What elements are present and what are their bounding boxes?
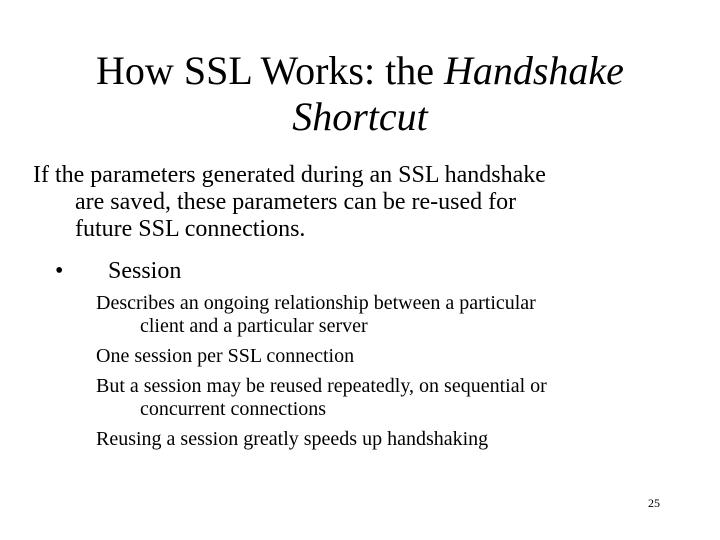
bullet-label: Session [108,258,182,284]
title-italic-text: Handshake [443,48,624,93]
page-number: 25 [648,496,660,510]
intro-paragraph [33,162,703,243]
bullet-session [33,258,181,285]
title-line-2: Shortcut [292,94,428,139]
list-item [96,428,696,451]
intro-line-2: are saved, these parameters can be re-used for [75,189,517,215]
slide-title [0,48,720,140]
list-item [96,345,696,368]
list-item-continuation: client and a particular server [140,315,368,337]
bullet-icon: • [55,258,64,284]
session-sub-list [96,292,696,458]
list-item-line: One session per SSL connection [96,345,355,367]
list-item-line: Reusing a session greatly speeds up handshaking [96,428,489,450]
intro-line-3: future SSL connections. [75,216,306,242]
list-item-line: But a session may be reused repeatedly, on sequential or [96,375,547,397]
list-item [96,292,696,338]
title-line-1 [0,48,720,94]
list-item-continuation: concurrent connections [140,398,327,420]
list-item-line: Describes an ongoing relationship between a particular [96,292,536,314]
intro-line-1: If the parameters generated during an SSL handshake [33,162,546,188]
title-plain-text: How SSL Works: the [96,48,444,93]
list-item [96,375,696,421]
